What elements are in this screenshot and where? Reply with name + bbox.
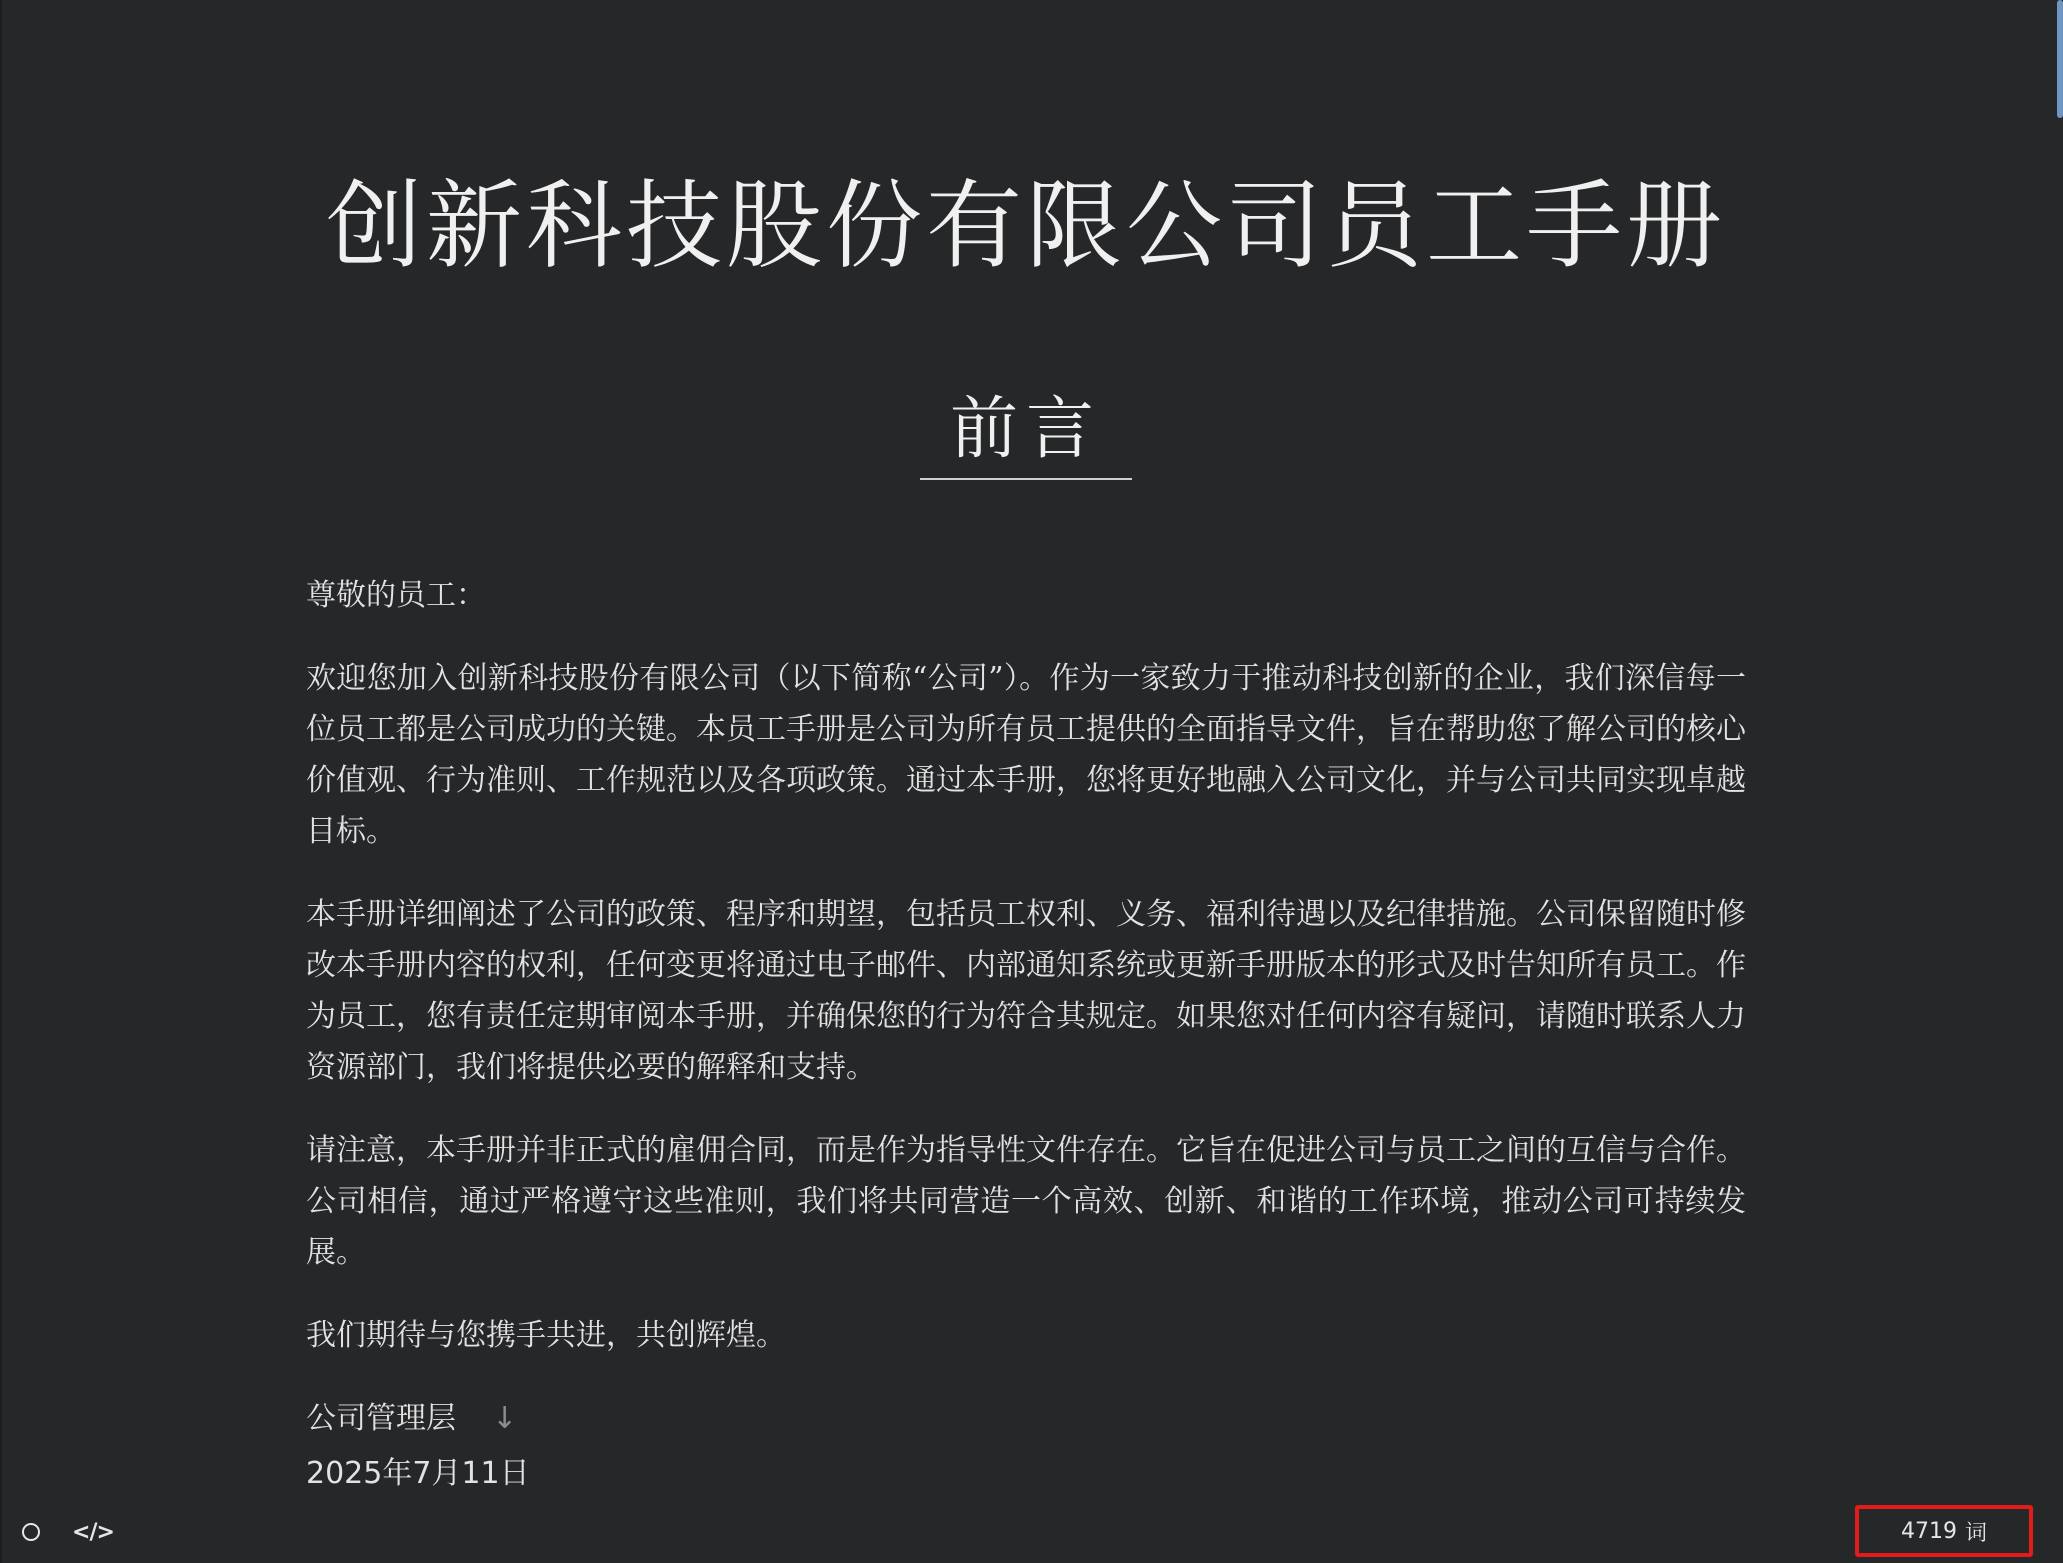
signature-line (306, 1393, 1746, 1444)
circle-icon[interactable] (18, 1519, 44, 1545)
down-arrow-icon: ↓ (492, 1401, 518, 1436)
paragraph-1: 欢迎您加入创新科技股份有限公司（以下简称“公司”）。作为一家致力于推动科技创新的企业，我们深信每一位员工都是公司成功的关键。本员工手册是公司为所有员工提供的全面指导文件，旨在帮助您了解公司的核心价值观、行为准则、工作规范以及各项政策。通过本手册，您将更好地融入公司文化，并与公司共同实现卓越目标。 (306, 661, 1746, 849)
word-count-value: 4719 (1900, 1518, 1957, 1544)
word-count-unit: 词 (1964, 1520, 1987, 1546)
word-count-badge[interactable] (1855, 1505, 2033, 1557)
section-heading-text: 前言 (920, 393, 1132, 480)
paragraph-3: 请注意，本手册并非正式的雇佣合同，而是作为指导性文件存在。它旨在促进公司与员工之间的互信与合作。公司相信，通过严格遵守这些准则，我们将共同营造一个高效、创新、和谐的工作环境，推动公司可持续发展。 (306, 1133, 1746, 1270)
greeting-paragraph: 尊敬的员工： (306, 578, 486, 613)
signature-text: 公司管理层 (306, 1401, 456, 1436)
status-bar (0, 1503, 2063, 1563)
paragraph-2: 本手册详细阐述了公司的政策、程序和期望，包括员工权利、义务、福利待遇以及纪律措施。公司保留随时修改本手册内容的权利，任何变更将通过电子邮件、内部通知系统或更新手册版本的形式及时告知所有员工。作为员工，您有责任定期审阅本手册，并确保您的行为符合其规定。如果您对任何内容有疑问，请随时联系人力资源部门，我们将提供必要的解释和支持。 (306, 897, 1746, 1085)
document-body[interactable] (306, 570, 1746, 1531)
document-title: 创新科技股份有限公司员工手册 (326, 170, 1726, 282)
date-line: 2025年7月11日 (306, 1456, 530, 1491)
section-heading (306, 390, 1746, 480)
paragraph-4: 我们期待与您携手共进，共创辉煌。 (306, 1318, 786, 1353)
left-edge (0, 0, 2, 1563)
code-icon[interactable]: </> (72, 1519, 114, 1545)
scrollbar-thumb[interactable] (2057, 0, 2063, 118)
